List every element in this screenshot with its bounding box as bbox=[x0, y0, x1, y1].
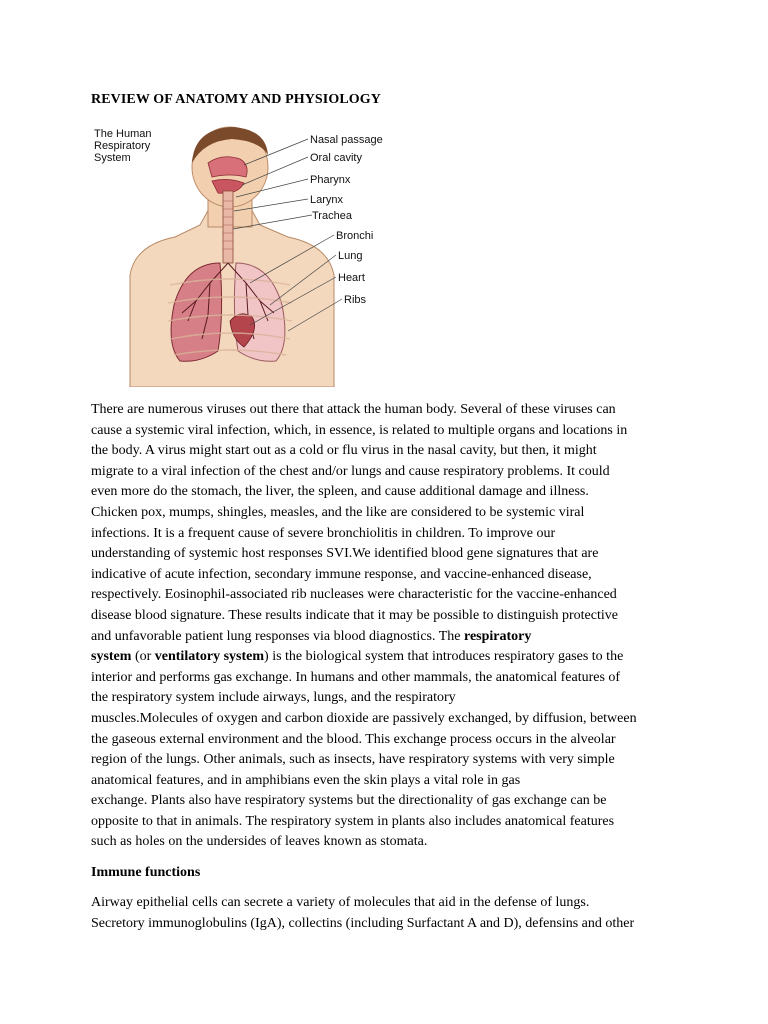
term-ventilatory-system: ventilatory system bbox=[154, 649, 265, 665]
label-pharynx: Pharynx bbox=[310, 174, 351, 186]
text-line: region of the lungs. Other animals, such as insects, have respiratory systems with very simple bbox=[91, 752, 615, 768]
text-line: exchange. Plants also have respiratory systems but the directionality of gas exchange can be bbox=[91, 793, 607, 809]
text-line: There are numerous viruses out there that attack the human body. Several of these viruses can bbox=[91, 402, 616, 417]
immune-functions-heading: Immune functions bbox=[91, 865, 201, 880]
text-line: the gaseous external environment and the blood. This exchange process occurs in the alveolar bbox=[91, 731, 616, 747]
label-lung: Lung bbox=[338, 250, 363, 262]
text-line: opposite to that in animals. The respiratory system in plants also includes anatomical features bbox=[91, 813, 615, 829]
text-line: Secretory immunoglobulins (IgA), collectins (including Surfactant A and D), defensins and other bbox=[91, 915, 635, 931]
text-line: anatomical features, and in amphibians even the skin plays a vital role in gas bbox=[91, 772, 521, 788]
text-line: interior and performs gas exchange. In humans and other mammals, the anatomical features of bbox=[91, 669, 621, 685]
label-trachea: Trachea bbox=[312, 210, 352, 222]
text-line: migrate to a viral infection of the chest and/or lungs and cause respiratory problems. It could bbox=[91, 463, 610, 479]
trachea bbox=[223, 191, 233, 263]
term-system: system bbox=[91, 649, 132, 665]
label-larynx: Larynx bbox=[310, 194, 344, 206]
text-line: even more do the stomach, the liver, the spleen, and cause additional damage and illness. bbox=[91, 484, 589, 500]
figure-title-line-1: The Human bbox=[94, 128, 152, 140]
respiratory-system-figure bbox=[90, 125, 392, 387]
text-line: indicative of acute infection, secondary immune response, and vaccine-enhanced disease, bbox=[91, 566, 592, 582]
text-line: Chicken pox, mumps, shingles, measles, and the like are considered to be systemic viral bbox=[91, 504, 585, 520]
nasal-passage bbox=[208, 157, 247, 177]
text-line: understanding of systemic host responses SVI.We identified blood gene signatures that are bbox=[91, 546, 599, 562]
label-heart: Heart bbox=[338, 272, 365, 284]
label-oral-cavity: Oral cavity bbox=[310, 152, 362, 164]
paragraph-systemic-infection bbox=[91, 400, 691, 853]
figure-title-line-3: System bbox=[94, 152, 131, 164]
text-line: muscles.Molecules of oxygen and carbon dioxide are passively exchanged, by diffusion, between bbox=[91, 710, 637, 726]
label-ribs: Ribs bbox=[344, 294, 367, 306]
text-line: Airway epithelial cells can secrete a variety of molecules that aid in the defense of lungs. bbox=[91, 895, 590, 910]
label-nasal-passage: Nasal passage bbox=[310, 134, 383, 146]
text-line: and unfavorable patient lung responses via blood diagnostics. The respiratory bbox=[91, 628, 532, 644]
text-line: cause a systemic viral infection, which, in essence, is related to multiple organs and locations in bbox=[91, 422, 628, 438]
text-line: system (or ventilatory system) is the biological system that introduces respiratory gases to the bbox=[91, 649, 624, 665]
text-line: such as holes on the undersides of leaves known as stomata. bbox=[91, 834, 428, 850]
text-line: infections. It is a frequent cause of severe bronchiolitis in children. To improve our bbox=[91, 525, 556, 541]
label-bronchi: Bronchi bbox=[336, 230, 374, 242]
section-heading: REVIEW OF ANATOMY AND PHYSIOLOGY bbox=[91, 92, 381, 107]
paragraph-immune-functions bbox=[91, 893, 691, 934]
text-line: disease blood signature. These results indicate that it may be possible to distinguish protective bbox=[91, 607, 618, 623]
text-line: respectively. Eosinophil-associated rib nucleases were characteristic for the vaccine-enhanced bbox=[91, 587, 617, 603]
term-respiratory: respiratory bbox=[464, 628, 532, 644]
figure-title-line-2: Respiratory bbox=[94, 140, 151, 152]
text-line: the respiratory system include airways, lungs, and the respiratory bbox=[91, 690, 456, 706]
text-line: the body. A virus might start out as a cold or flu virus in the nasal cavity, but then, it might bbox=[91, 443, 597, 459]
